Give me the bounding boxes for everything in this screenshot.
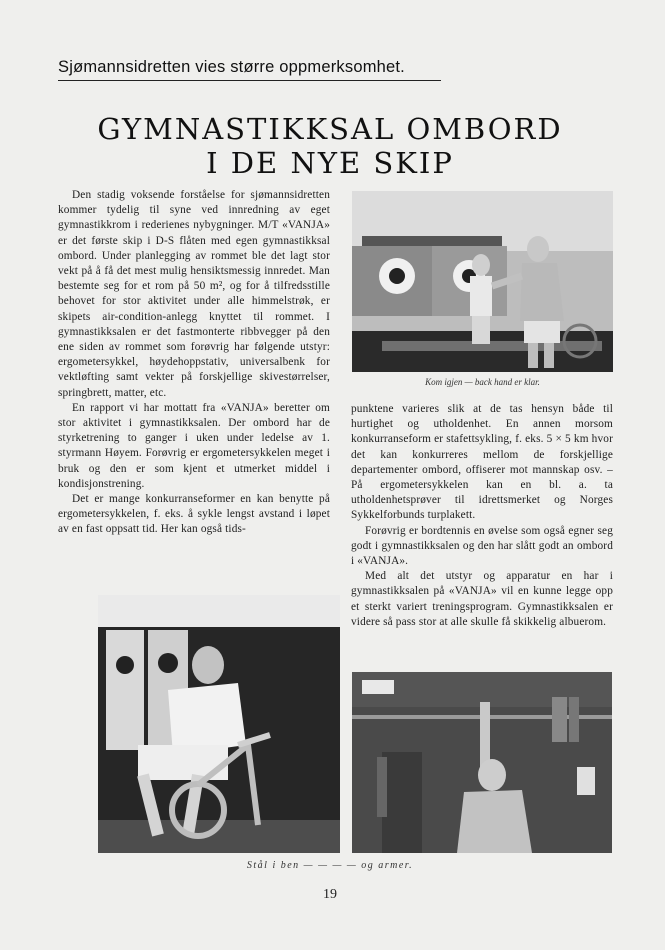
article-left-column [58,188,330,538]
headline-line-2: I DE NYE SKIP [206,146,454,180]
section-kicker: Sjømannsidretten vies større oppmerksomhet. [58,58,405,76]
paragraph: En rapport vi har mottatt fra «VANJA» beretter om stor aktivitet i gymnastikksalen. Der ombord har de styrketrening to ganger i uken under ledelse av 1. styrmann Høyem. Forøvrig er ergometersykkelen meget i bruk og den er som kjent et utmerket middel i kondisjonstrening. [58,401,330,490]
paragraph: punktene varieres slik at de tas hensyn både til hurtighet og utholdenhet. En annen morsom konkurranseform er stafettsykling, f. eks. 5 × 5 km hvor det kan konkurreres mellom de forskjellige departementer ombord, offiserer mot mannskap osv. – På ergometersykkelen kan en bl. a. ta utholdenhetsprøver til idrettsmerket og Norges Sykkelforbunds turplakett. [351,403,613,522]
caption-top-photo: Kom igjen — back hand er klar. [425,377,540,387]
kicker-underline [58,80,441,81]
photo-ergometer-bike [98,595,340,853]
paragraph: Med alt det utstyr og apparatur en har i gymnastikksalen på «VANJA» vil en kunne legge opp et sterkt variert treningsprogram. Gymnastikksalen er videre så pass stor at alle skulle få skikkelig albuerom. [351,570,613,628]
paragraph: Det er mange konkurranseformer en kan benytte på ergometersykkelen, f. eks. å sykle lengst avstand i løpet av en fast oppsatt tid. Her kan også tids- [58,493,330,536]
photo-table-tennis [352,191,613,372]
caption-bottom: Stål i ben — — — — og armer. [246,860,414,871]
page-number: 19 [323,887,337,902]
photo-weightlifting [352,672,612,853]
paragraph: Forøvrig er bordtennis en øvelse som også egner seg godt i gymnastikksalen og den har slått godt an ombord i «VANJA». [351,524,613,568]
article-right-column [351,402,613,630]
headline-line-1: GYMNASTIKKSAL OMBORD [97,112,563,146]
paragraph: Den stadig voksende forståelse for sjømannsidretten kommer tydelig til syne ved innredning av eget gymnastikkrom i rederienes nybygninger. M/T «VANJA» er det første skip i D-S flåten med egen gymnastikksal ombord. Under planlegging av rommet ble det lagt stor vekt på å få det mest mulig hensiktsmessig innredet. Man bestemte seg for et rom på 50 m², og for å tilfredsstille behovet for stor aktivitet under alle himmelstrøk, er skipets air-condition-anlegg knyttet til rommet. I gymnastikksalen er det fastmonterte ribbvegger på den ene siden av rommet som forøvrig har følgende utstyr: ergometersykkel, høydehoppstativ, universalbenk for vektløfting samt vekter på forskjellige skivestørrelser, springbrett, matter, etc. [58,189,330,399]
